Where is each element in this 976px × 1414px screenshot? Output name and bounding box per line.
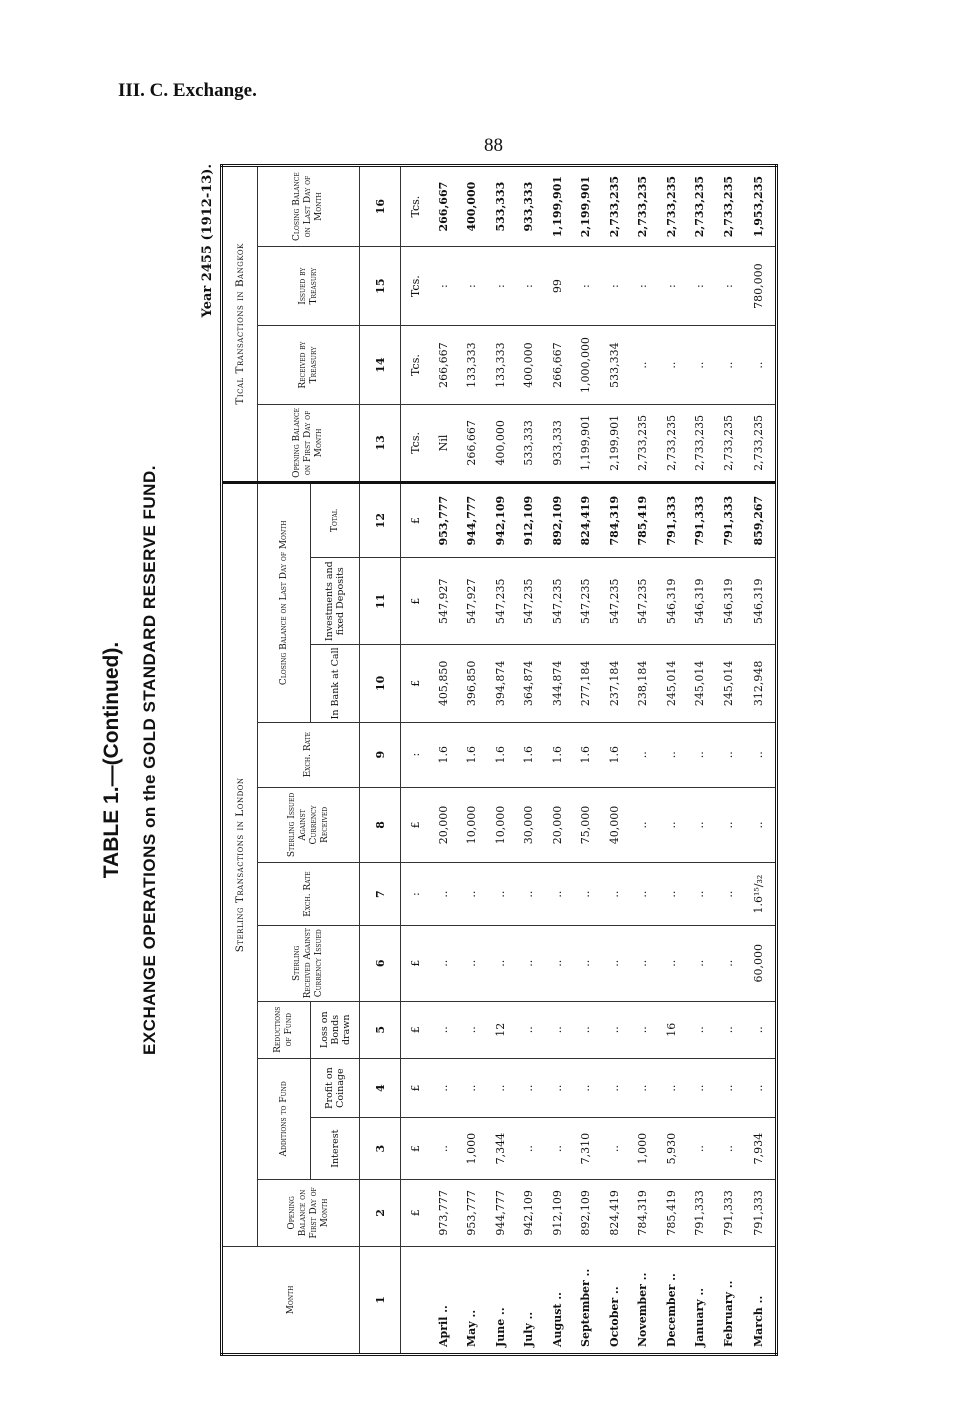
column-number-8: 8	[360, 787, 401, 863]
data-cell: ..	[686, 1001, 715, 1058]
data-cell: 546,319	[743, 558, 777, 644]
table-row	[486, 166, 515, 1355]
data-cell: 824,419	[600, 1179, 629, 1246]
month-cell: May ..	[458, 1246, 487, 1354]
data-cell: 10,000	[458, 787, 487, 863]
data-cell: ..	[429, 1118, 458, 1180]
data-cell: 892,109	[572, 1179, 601, 1246]
data-cell: 953,777	[429, 482, 458, 558]
data-cell: 933,333	[515, 166, 544, 247]
unit-cell: Tcs.	[401, 247, 430, 326]
header-sterling-issued: Sterling Issued Against Currency Received	[258, 787, 360, 863]
data-cell: ..	[686, 863, 715, 926]
data-cell: ..	[572, 925, 601, 1001]
column-number-7: 7	[360, 863, 401, 926]
table-row	[515, 166, 544, 1355]
data-cell: 312,948	[743, 644, 777, 722]
data-cell: ..	[543, 925, 572, 1001]
data-cell: ..	[657, 863, 686, 926]
data-cell: ..	[714, 1118, 743, 1180]
data-cell: ..	[743, 787, 777, 863]
column-number-14: 14	[360, 326, 401, 405]
data-cell: 266,667	[543, 326, 572, 405]
data-cell: ..	[714, 326, 743, 405]
data-cell: 824,419	[572, 482, 601, 558]
month-cell: March ..	[743, 1246, 777, 1354]
data-cell: 2,733,235	[629, 166, 658, 247]
data-cell: 791,333	[743, 1179, 777, 1246]
data-cell: 344,874	[543, 644, 572, 722]
data-cell: ..	[458, 925, 487, 1001]
unit-cell: £	[401, 1058, 430, 1117]
data-cell: 1.6	[515, 722, 544, 787]
data-cell: 277,184	[572, 644, 601, 722]
header-received-treasury: Received by Treasury	[258, 326, 360, 405]
data-cell: 364,874	[515, 644, 544, 722]
data-cell: 396,850	[458, 644, 487, 722]
column-number-13: 13	[360, 405, 401, 483]
data-cell: ..	[743, 1058, 777, 1117]
data-cell: 266,667	[458, 405, 487, 483]
header-exch-rate-1: Exch. Rate	[258, 863, 360, 926]
data-cell: 99	[543, 247, 572, 326]
data-cell: 12	[486, 1001, 515, 1058]
data-cell: 16	[657, 1001, 686, 1058]
table-row	[714, 166, 743, 1355]
data-cell: 533,333	[486, 166, 515, 247]
data-cell: 2,733,235	[686, 405, 715, 483]
header-opening-balance: Opening Balance on First Day of Month	[258, 1179, 360, 1246]
data-cell: ..	[629, 925, 658, 1001]
data-cell: :	[686, 247, 715, 326]
data-cell: :	[572, 247, 601, 326]
data-cell: 546,319	[714, 558, 743, 644]
data-cell: 547,235	[515, 558, 544, 644]
data-cell: 533,334	[600, 326, 629, 405]
data-cell: 547,235	[543, 558, 572, 644]
data-cell: 20,000	[543, 787, 572, 863]
data-cell: ..	[458, 1058, 487, 1117]
header-closing-bangkok: Closing Balance on Last Day of Month	[258, 166, 360, 247]
table-row	[600, 166, 629, 1355]
data-cell: 791,333	[714, 482, 743, 558]
month-cell: April ..	[429, 1246, 458, 1354]
column-number-3: 3	[360, 1118, 401, 1180]
data-cell: ..	[657, 1058, 686, 1117]
data-cell: 1,000	[458, 1118, 487, 1180]
data-cell: ..	[600, 925, 629, 1001]
month-cell: December ..	[657, 1246, 686, 1354]
data-cell: ..	[743, 326, 777, 405]
table-row	[458, 166, 487, 1355]
column-number-12: 12	[360, 482, 401, 558]
data-cell: ..	[543, 1001, 572, 1058]
data-cell: 547,235	[600, 558, 629, 644]
data-cell: 2,733,235	[657, 166, 686, 247]
data-cell: 245,014	[686, 644, 715, 722]
data-cell: ..	[629, 326, 658, 405]
data-cell: 1.6	[600, 722, 629, 787]
data-cell: 2,733,235	[657, 405, 686, 483]
month-cell: July ..	[515, 1246, 544, 1354]
unit-cell: Tcs.	[401, 405, 430, 483]
data-cell: ..	[429, 1058, 458, 1117]
data-cell: 5,930	[657, 1118, 686, 1180]
data-cell: 547,235	[629, 558, 658, 644]
data-cell: 912,109	[543, 1179, 572, 1246]
year-label: Year 2455 (1912-13).	[200, 164, 215, 318]
data-cell: 405,850	[429, 644, 458, 722]
data-cell: 1,199,901	[572, 405, 601, 483]
data-cell: ..	[572, 1001, 601, 1058]
data-cell: ..	[714, 863, 743, 926]
month-cell: September ..	[572, 1246, 601, 1354]
table-row	[743, 166, 777, 1355]
unit-cell	[401, 1246, 430, 1354]
data-cell: 1.6	[543, 722, 572, 787]
data-cell: 266,667	[429, 166, 458, 247]
data-cell: 547,927	[429, 558, 458, 644]
header-sterling-received: Sterling Received Against Currency Issued	[258, 925, 360, 1001]
data-cell: 10,000	[486, 787, 515, 863]
data-cell: 75,000	[572, 787, 601, 863]
data-cell: 785,419	[629, 482, 658, 558]
data-cell: 2,733,235	[714, 166, 743, 247]
rotated-table-block	[100, 164, 864, 1356]
data-cell: 2,199,901	[600, 405, 629, 483]
data-cell: 2,733,235	[743, 405, 777, 483]
table-row	[657, 166, 686, 1355]
data-cell: 1,953,235	[743, 166, 777, 247]
month-cell: June ..	[486, 1246, 515, 1354]
data-cell: 245,014	[714, 644, 743, 722]
data-cell: 912,109	[515, 482, 544, 558]
data-cell: 133,333	[458, 326, 487, 405]
data-cell: 1.6¹⁵/₃₂	[743, 863, 777, 926]
data-cell: :	[515, 247, 544, 326]
data-cell: ..	[657, 925, 686, 1001]
data-cell: 791,333	[686, 482, 715, 558]
data-cell: 859,267	[743, 482, 777, 558]
page-number: 88	[484, 135, 503, 156]
header-in-bank: In Bank at Call	[311, 644, 360, 722]
data-cell: ..	[686, 1118, 715, 1180]
header-investments: Investments and fixed Deposits	[311, 558, 360, 644]
data-cell: 1.6	[458, 722, 487, 787]
data-cell: ..	[515, 925, 544, 1001]
data-cell: 400,000	[458, 166, 487, 247]
data-cell: ..	[543, 1118, 572, 1180]
data-cell: 784,319	[600, 482, 629, 558]
table-row	[572, 166, 601, 1355]
data-cell: ..	[572, 1058, 601, 1117]
data-cell: ..	[714, 925, 743, 1001]
data-cell: 238,184	[629, 644, 658, 722]
data-cell: :	[486, 247, 515, 326]
data-cell: ..	[629, 863, 658, 926]
data-cell: :	[714, 247, 743, 326]
data-cell: ..	[743, 722, 777, 787]
data-cell: :	[429, 247, 458, 326]
data-cell: ..	[600, 863, 629, 926]
data-cell: 7,344	[486, 1118, 515, 1180]
section-header: III. C. Exchange.	[118, 80, 257, 101]
table-subtitle: EXCHANGE OPERATIONS on the GOLD STANDARD RESERVE FUND.	[140, 465, 159, 1055]
data-cell: 791,333	[657, 482, 686, 558]
unit-cell: £	[401, 1001, 430, 1058]
unit-cell: :	[401, 722, 430, 787]
header-exch-rate-2: Exch. Rate	[258, 722, 360, 787]
data-cell: ..	[714, 1058, 743, 1117]
unit-cell: Tcs.	[401, 326, 430, 405]
month-cell: August ..	[543, 1246, 572, 1354]
unit-cell: :	[401, 863, 430, 926]
data-cell: 547,927	[458, 558, 487, 644]
data-cell: 2,733,235	[714, 405, 743, 483]
data-cell: ..	[686, 722, 715, 787]
column-number-row	[360, 166, 401, 1355]
data-cell: 780,000	[743, 247, 777, 326]
header-month: Month	[222, 1246, 360, 1354]
data-cell: 1,000	[629, 1118, 658, 1180]
data-cell: 60,000	[743, 925, 777, 1001]
unit-cell: £	[401, 482, 430, 558]
data-cell: ..	[714, 1001, 743, 1058]
unit-cell: £	[401, 787, 430, 863]
data-cell: 400,000	[486, 405, 515, 483]
data-cell: ..	[743, 1001, 777, 1058]
data-cell: ..	[657, 787, 686, 863]
column-number-5: 5	[360, 1001, 401, 1058]
data-cell: 791,333	[686, 1179, 715, 1246]
data-cell: 237,184	[600, 644, 629, 722]
data-cell: ..	[714, 722, 743, 787]
data-cell: ..	[629, 1001, 658, 1058]
data-cell: ..	[600, 1058, 629, 1117]
column-number-16: 16	[360, 166, 401, 247]
header-additions: Additions to Fund	[258, 1058, 311, 1179]
data-cell: ..	[657, 326, 686, 405]
data-cell: 784,319	[629, 1179, 658, 1246]
table-title: TABLE 1.—(Continued).	[100, 641, 123, 879]
header-profit: Profit on Coinage	[311, 1058, 360, 1117]
data-cell: ..	[515, 1118, 544, 1180]
table-row	[429, 166, 458, 1355]
data-cell: 942,109	[486, 482, 515, 558]
header-issued-treasury: Issued by Treasury	[258, 247, 360, 326]
data-cell: 953,777	[458, 1179, 487, 1246]
header-london-group: Sterling Transactions in London	[222, 482, 258, 1246]
table-row	[543, 166, 572, 1355]
data-cell: 1,000,000	[572, 326, 601, 405]
unit-cell: £	[401, 558, 430, 644]
unit-row	[401, 166, 430, 1355]
column-number-4: 4	[360, 1058, 401, 1117]
data-cell: 2,733,235	[600, 166, 629, 247]
data-cell: Nil	[429, 405, 458, 483]
data-cell: ..	[629, 722, 658, 787]
unit-cell: £	[401, 1179, 430, 1246]
data-cell: 1.6	[486, 722, 515, 787]
data-cell: 266,667	[429, 326, 458, 405]
column-number-15: 15	[360, 247, 401, 326]
table-body	[429, 166, 776, 1355]
data-cell: 1.6	[572, 722, 601, 787]
header-reductions: Reductions of Fund	[258, 1001, 311, 1058]
table-row	[629, 166, 658, 1355]
data-cell: ..	[429, 925, 458, 1001]
data-cell: 30,000	[515, 787, 544, 863]
data-cell: ..	[543, 1058, 572, 1117]
data-cell: 785,419	[657, 1179, 686, 1246]
header-bangkok-group: Tical Transactions in Bangkok	[222, 166, 258, 483]
unit-cell: Tcs.	[401, 166, 430, 247]
data-cell: ..	[515, 863, 544, 926]
data-cell: 400,000	[515, 326, 544, 405]
data-cell: 944,777	[486, 1179, 515, 1246]
data-cell: 973,777	[429, 1179, 458, 1246]
column-number-10: 10	[360, 644, 401, 722]
data-cell: ..	[686, 925, 715, 1001]
data-cell: ..	[486, 863, 515, 926]
data-cell: 2,733,235	[629, 405, 658, 483]
exchange-table	[220, 164, 778, 1356]
header-closing-london: Closing Balance on Last Day of Month	[258, 482, 311, 722]
data-cell: 2,199,901	[572, 166, 601, 247]
data-cell: 547,235	[486, 558, 515, 644]
data-cell: ..	[600, 1118, 629, 1180]
data-cell: 7,310	[572, 1118, 601, 1180]
data-cell: 892,109	[543, 482, 572, 558]
column-number-11: 11	[360, 558, 401, 644]
data-cell: ..	[515, 1001, 544, 1058]
data-cell: 245,014	[657, 644, 686, 722]
data-cell: 40,000	[600, 787, 629, 863]
table-row	[686, 166, 715, 1355]
unit-cell: £	[401, 925, 430, 1001]
data-cell: 2,733,235	[686, 166, 715, 247]
data-cell: 547,235	[572, 558, 601, 644]
data-cell: ..	[657, 722, 686, 787]
data-cell: ..	[686, 326, 715, 405]
data-cell: ..	[629, 1058, 658, 1117]
data-cell: 1,199,901	[543, 166, 572, 247]
column-number-9: 9	[360, 722, 401, 787]
data-cell: ..	[458, 1001, 487, 1058]
unit-cell: £	[401, 1118, 430, 1180]
month-cell: October ..	[600, 1246, 629, 1354]
header-loss: Loss on Bonds drawn	[311, 1001, 360, 1058]
month-cell: January ..	[686, 1246, 715, 1354]
data-cell: ..	[686, 1058, 715, 1117]
data-cell: ..	[486, 1058, 515, 1117]
data-cell: 944,777	[458, 482, 487, 558]
data-cell: :	[600, 247, 629, 326]
data-cell: ..	[458, 863, 487, 926]
data-cell: 7,934	[743, 1118, 777, 1180]
data-cell: :	[458, 247, 487, 326]
data-cell: ..	[572, 863, 601, 926]
month-cell: February ..	[714, 1246, 743, 1354]
data-cell: 546,319	[686, 558, 715, 644]
data-cell: ..	[515, 1058, 544, 1117]
data-cell: 942,109	[515, 1179, 544, 1246]
data-cell: ..	[486, 925, 515, 1001]
data-cell: :	[657, 247, 686, 326]
data-cell: ..	[543, 863, 572, 926]
data-cell: 533,333	[515, 405, 544, 483]
data-cell: ..	[686, 787, 715, 863]
data-cell: 133,333	[486, 326, 515, 405]
data-cell: 933,333	[543, 405, 572, 483]
data-cell: 1.6	[429, 722, 458, 787]
unit-cell: £	[401, 644, 430, 722]
data-cell: :	[629, 247, 658, 326]
data-cell: 20,000	[429, 787, 458, 863]
column-number-6: 6	[360, 925, 401, 1001]
header-total: Total	[311, 482, 360, 558]
data-cell: ..	[629, 787, 658, 863]
data-cell: ..	[429, 1001, 458, 1058]
data-cell: 546,319	[657, 558, 686, 644]
data-cell: 394,874	[486, 644, 515, 722]
column-number-2: 2	[360, 1179, 401, 1246]
data-cell: 791,333	[714, 1179, 743, 1246]
month-cell: November ..	[629, 1246, 658, 1354]
header-interest: Interest	[311, 1118, 360, 1180]
data-cell: ..	[714, 787, 743, 863]
data-cell: ..	[600, 1001, 629, 1058]
data-cell: ..	[429, 863, 458, 926]
column-number-1: 1	[360, 1246, 401, 1354]
header-opening-bangkok: Opening Balance on First Day of Month	[258, 405, 360, 483]
